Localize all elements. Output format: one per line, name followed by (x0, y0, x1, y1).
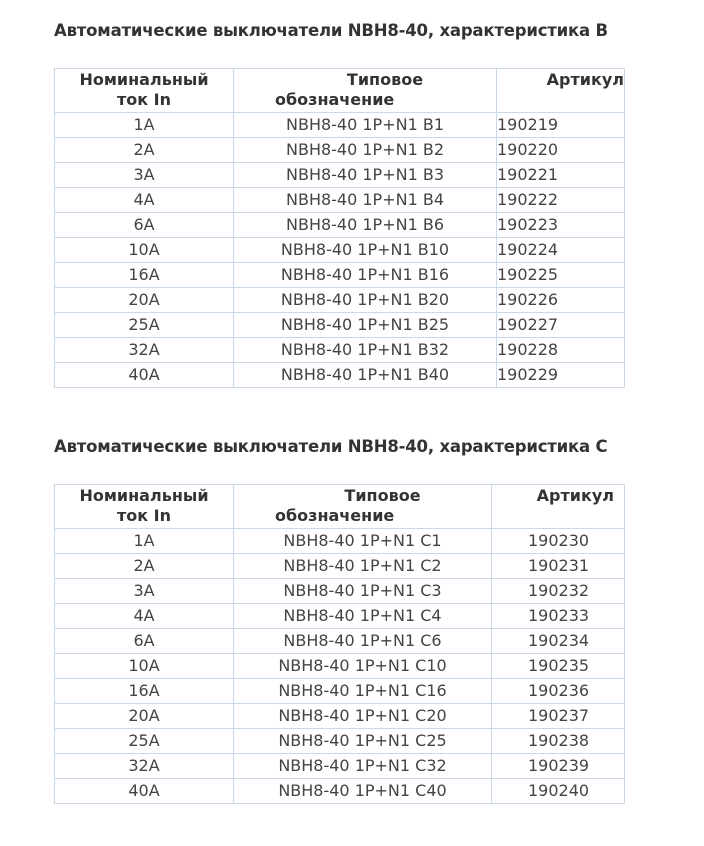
cell-article: 190236 (492, 679, 625, 704)
table-row (55, 579, 625, 604)
header-current (55, 485, 234, 529)
cell-current: 2A (55, 554, 234, 579)
header-designation-line1: Типовое (346, 70, 424, 89)
cell-article: 190239 (492, 754, 625, 779)
table-row (55, 338, 625, 363)
cell-designation: NBH8-40 1P+N1 C32 (234, 754, 492, 779)
header-current-line1: Номинальный (79, 486, 209, 505)
cell-designation: NBH8-40 1P+N1 B3 (234, 163, 497, 188)
cell-designation: NBH8-40 1P+N1 B32 (234, 338, 497, 363)
table-row (55, 113, 625, 138)
cell-article: 190227 (497, 313, 625, 338)
cell-designation: NBH8-40 1P+N1 B25 (234, 313, 497, 338)
cell-article: 190238 (492, 729, 625, 754)
section-title-c: Автоматические выключатели NBH8-40, характеристика C (54, 437, 608, 456)
cell-current: 40A (55, 363, 234, 388)
cell-designation: NBH8-40 1P+N1 C4 (234, 604, 492, 629)
cell-designation: NBH8-40 1P+N1 C16 (234, 679, 492, 704)
cell-current: 3A (55, 163, 234, 188)
header-current-line2: ток In (116, 506, 172, 525)
cell-article: 190221 (497, 163, 625, 188)
cell-designation: NBH8-40 1P+N1 C10 (234, 654, 492, 679)
cell-article: 190231 (492, 554, 625, 579)
cell-article: 190220 (497, 138, 625, 163)
cell-current: 4A (55, 188, 234, 213)
header-designation-line1: Типовое (344, 486, 421, 505)
table-row (55, 529, 625, 554)
cell-designation: NBH8-40 1P+N1 C3 (234, 579, 492, 604)
header-current (55, 69, 234, 113)
table-row (55, 704, 625, 729)
cell-current: 25A (55, 729, 234, 754)
cell-article: 190233 (492, 604, 625, 629)
section-title-b: Автоматические выключатели NBH8-40, характеристика B (54, 21, 608, 40)
cell-article: 190228 (497, 338, 625, 363)
cell-article: 190219 (497, 113, 625, 138)
breaker-table-b (54, 68, 625, 388)
cell-article: 190240 (492, 779, 625, 804)
table-row (55, 213, 625, 238)
cell-article: 190237 (492, 704, 625, 729)
cell-designation: NBH8-40 1P+N1 B6 (234, 213, 497, 238)
cell-designation: NBH8-40 1P+N1 B20 (234, 288, 497, 313)
header-article: Артикул (497, 69, 625, 113)
table-row (55, 679, 625, 704)
cell-article: 190226 (497, 288, 625, 313)
table-row (55, 288, 625, 313)
cell-designation: NBH8-40 1P+N1 B16 (234, 263, 497, 288)
table-row (55, 163, 625, 188)
header-designation (234, 485, 492, 529)
table-row (55, 604, 625, 629)
cell-current: 20A (55, 704, 234, 729)
table-row (55, 313, 625, 338)
header-designation (234, 69, 497, 113)
breaker-table-c (54, 484, 625, 804)
cell-designation: NBH8-40 1P+N1 C1 (234, 529, 492, 554)
table-row (55, 188, 625, 213)
table-row (55, 238, 625, 263)
cell-current: 25A (55, 313, 234, 338)
cell-current: 16A (55, 679, 234, 704)
cell-current: 4A (55, 604, 234, 629)
cell-current: 10A (55, 238, 234, 263)
cell-article: 190229 (497, 363, 625, 388)
header-article: Артикул (492, 485, 625, 529)
cell-designation: NBH8-40 1P+N1 C20 (234, 704, 492, 729)
cell-current: 1A (55, 529, 234, 554)
cell-designation: NBH8-40 1P+N1 B40 (234, 363, 497, 388)
table-row (55, 729, 625, 754)
cell-current: 1A (55, 113, 234, 138)
cell-article: 190234 (492, 629, 625, 654)
table-row (55, 654, 625, 679)
table-row (55, 754, 625, 779)
cell-current: 16A (55, 263, 234, 288)
cell-designation: NBH8-40 1P+N1 B2 (234, 138, 497, 163)
cell-article: 190230 (492, 529, 625, 554)
cell-current: 6A (55, 629, 234, 654)
cell-article: 190222 (497, 188, 625, 213)
cell-article: 190225 (497, 263, 625, 288)
cell-current: 20A (55, 288, 234, 313)
cell-designation: NBH8-40 1P+N1 C2 (234, 554, 492, 579)
header-designation-line2: обозначение (275, 90, 395, 109)
cell-current: 32A (55, 338, 234, 363)
cell-article: 190224 (497, 238, 625, 263)
cell-designation: NBH8-40 1P+N1 B1 (234, 113, 497, 138)
table-row (55, 779, 625, 804)
header-designation-line2: обозначение (275, 506, 395, 525)
cell-designation: NBH8-40 1P+N1 B10 (234, 238, 497, 263)
cell-current: 10A (55, 654, 234, 679)
cell-designation: NBH8-40 1P+N1 C6 (234, 629, 492, 654)
header-current-line1: Номинальный (79, 70, 209, 89)
cell-current: 3A (55, 579, 234, 604)
table-header-row (55, 69, 625, 113)
table-header-row (55, 485, 625, 529)
cell-current: 32A (55, 754, 234, 779)
header-current-line2: ток In (116, 90, 172, 109)
table-row (55, 554, 625, 579)
cell-current: 6A (55, 213, 234, 238)
cell-designation: NBH8-40 1P+N1 B4 (234, 188, 497, 213)
cell-current: 40A (55, 779, 234, 804)
cell-designation: NBH8-40 1P+N1 C40 (234, 779, 492, 804)
table-row (55, 629, 625, 654)
cell-article: 190223 (497, 213, 625, 238)
cell-article: 190232 (492, 579, 625, 604)
cell-designation: NBH8-40 1P+N1 C25 (234, 729, 492, 754)
table-row (55, 138, 625, 163)
table-row (55, 363, 625, 388)
cell-current: 2A (55, 138, 234, 163)
cell-article: 190235 (492, 654, 625, 679)
table-row (55, 263, 625, 288)
